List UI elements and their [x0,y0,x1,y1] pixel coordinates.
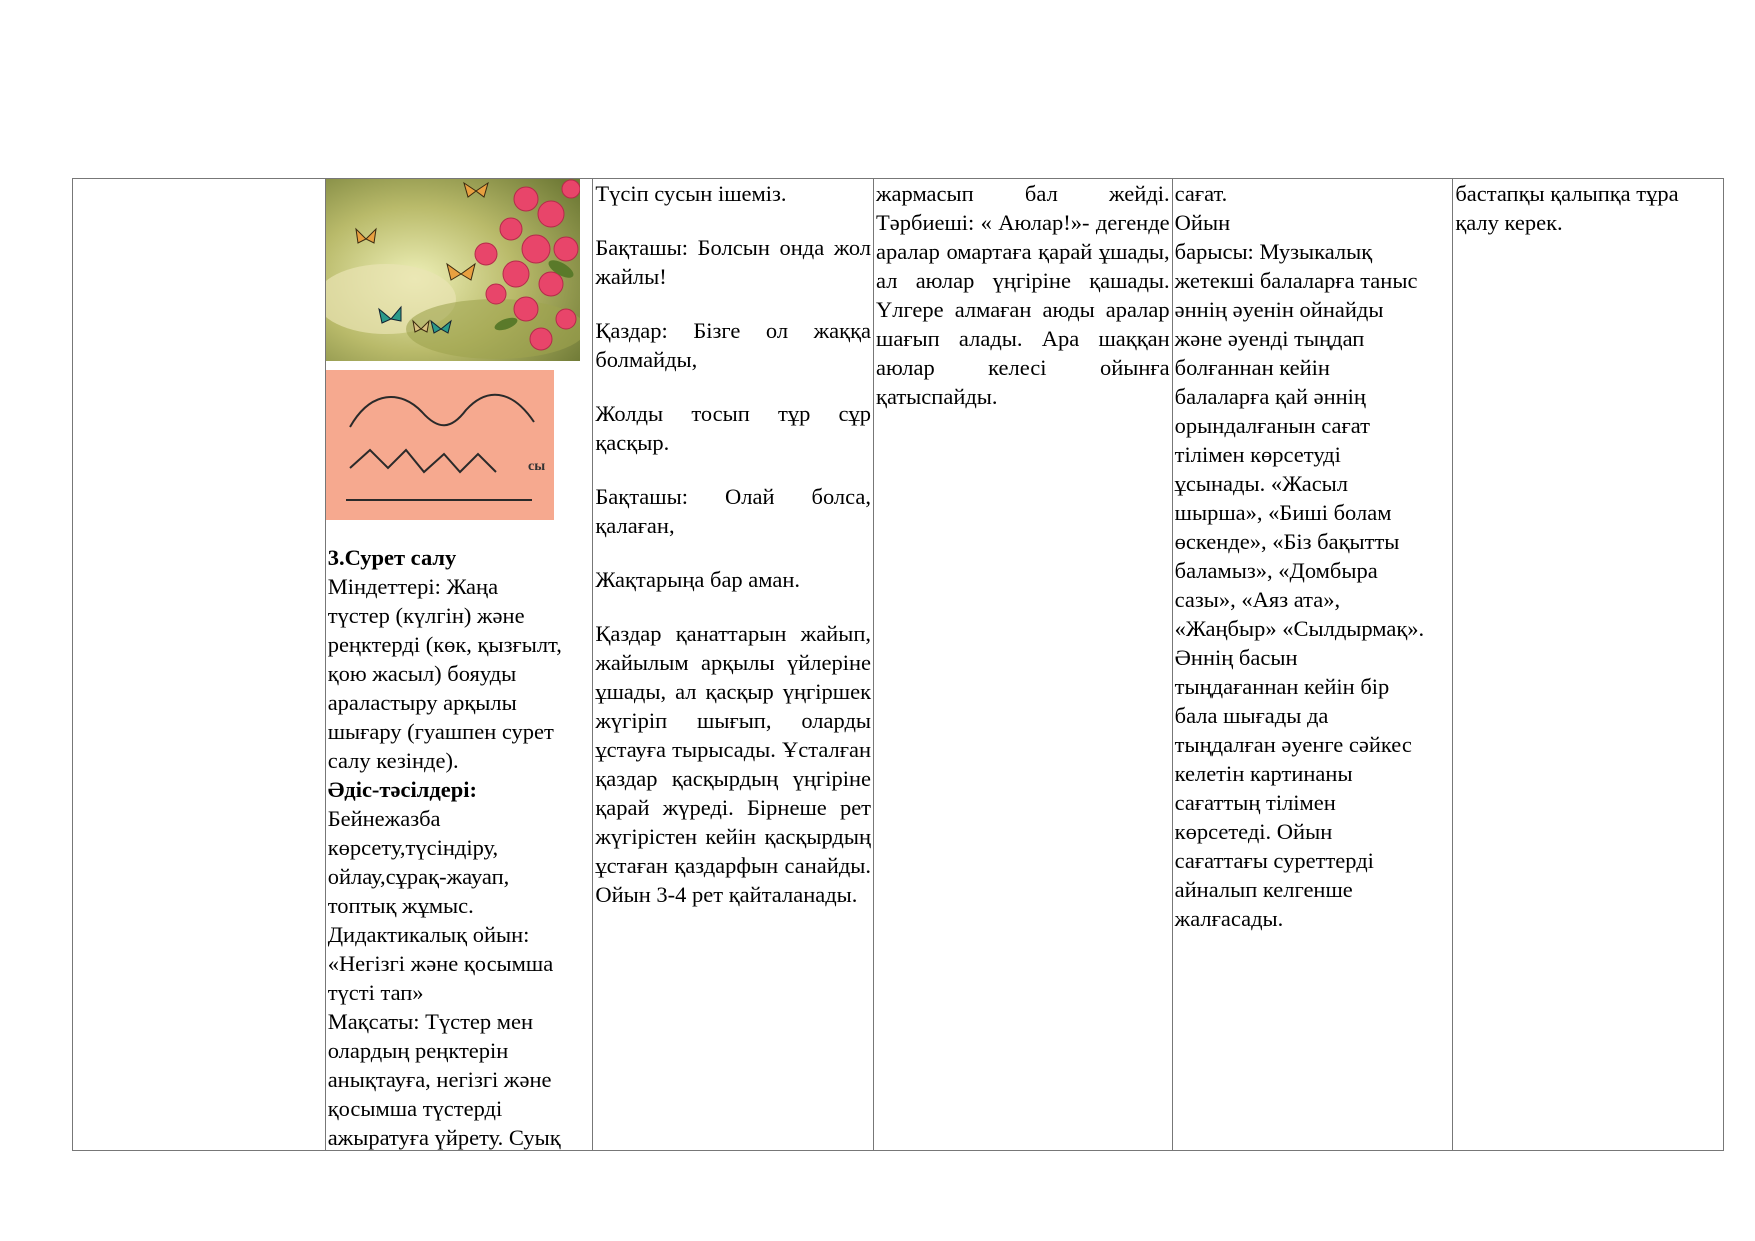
text-line: орындалғанын сағат [1174,413,1370,438]
drawing-lesson-text [326,543,594,1150]
text-line: түстер (күлгін) және [327,603,525,628]
table-column-last [1453,179,1723,1150]
text-line: Міндеттері: Жаңа [327,574,499,599]
butterflies-flowers-image [326,179,580,361]
text-line: Дидактикалық ойын: [327,922,530,947]
text-line: ұсынады. «Жасыл [1174,471,1349,496]
text-line: сағат. [1174,181,1228,206]
text-line: өскенде», «Біз бақытты [1174,529,1400,554]
last-column-text [1453,179,1723,237]
text-line: көрсету,түсіндіру, [327,835,499,860]
table-column-geese-game [593,179,874,1150]
text-line: қалу керек. [1455,210,1563,235]
text-line: Ойын [1174,210,1231,235]
text-line: түсті тап» [327,980,424,1005]
text-line: баламыз», «Домбыра [1174,558,1378,583]
paragraph: Қаздар қанаттарын жайып, жайылым арқылы үйлеріне ұшады, ал қасқыр үңгіршек жүгіріп шығып, оларды ұстауға тырысады. Ұсталған қаздар қасқырдың үңгіріне қарай жүреді. Бірнеше рет жүгірістен кейін қасқырдың ұстаған қаздарфын санайды. Ойын 3-4 рет қайталанады. [595,621,872,907]
text-line: топтық жұмыс. [327,893,474,918]
text-line: «Негізгі және қосымша [327,951,554,976]
text-line: ажыратуға үйрету. Суық [327,1125,561,1150]
text-line: жетекші балаларға таныс [1174,268,1418,293]
text-line: Әннің басын [1174,645,1298,670]
methods-heading: Әдіс-тәсілдері: [327,777,477,802]
text-line: қосымша түстерді [327,1096,503,1121]
text-line: шығару (гуашпен сурет [327,719,554,744]
text-line: Бейнежазба [327,806,441,831]
text-line: олардың реңктерін [327,1038,509,1063]
text-line: тілімен көрсетуді [1174,442,1341,467]
text-line: жалғасады. [1174,906,1284,931]
text-line: ойлау,сұрақ-жауап, [327,864,510,889]
text-line: болғаннан кейін [1174,355,1330,380]
table-column-drawing [326,179,594,1150]
music-clock-game-text [1173,179,1453,933]
paragraph: Жолды тосып тұр сұр қасқыр. [595,401,872,455]
text-line: бала шығады да [1174,703,1329,728]
text-line: анықтауға, негізгі және [327,1067,552,1092]
table-column-bees-game [874,179,1173,1150]
paragraph: Жақтарыңа бар аман. [595,567,801,592]
text-line: тыңдалған әуенге сәйкес [1174,732,1412,757]
text-line: сағаттың тілімен [1174,790,1336,815]
text-line: келетін картинаны [1174,761,1353,786]
paragraph: Бақташы: Олай болса, қалаған, [595,484,872,538]
table-column-empty [73,179,326,1150]
geese-game-text [593,179,873,909]
text-line: балаларға қай әннің [1174,384,1366,409]
text-line: айналып келгенше [1174,877,1353,902]
text-line: көрсетеді. Ойын [1174,819,1333,844]
text-line: сағаттағы суреттерді [1174,848,1374,873]
text-line: қою жасыл) бояуды [327,661,517,686]
image-fragment-text: сы [527,459,545,474]
paragraph: Түсіп сусын ішеміз. [595,181,787,206]
paragraph: Қаздар: Бізге ол жаққа болмайды, [595,318,872,372]
line-patterns-image [326,370,554,520]
text-line: араластыру арқылы [327,690,517,715]
lesson-table [72,178,1724,1151]
text-line: сазы», «Аяз ата», [1174,587,1341,612]
text-line: және әуенді тыңдап [1174,326,1365,351]
bees-game-text: жармасып бал жейді. Тәрбиеші: « Аюлар!»- дегенде аралар омартаға қарай ұшады, ал аюлар үңгіріне қашады. Үлгере алмаған аюды аралар шағып алады. Ара шаққан аюлар келесі ойынға қатыспайды. [876,181,1170,409]
text-line: «Жаңбыр» «Сылдырмақ». [1174,616,1425,641]
text-line: Мақсаты: Түстер мен [327,1009,534,1034]
section-heading: 3.Сурет салу [327,545,457,570]
text-line: әннің әуенін ойнайды [1174,297,1384,322]
paragraph: Бақташы: Болсын онда жол жайлы! [595,235,872,289]
text-line: шырша», «Биші болам [1174,500,1392,525]
text-line: реңктерді (көк, қызғылт, [327,632,562,657]
text-line: барысы: Музыкалық [1174,239,1373,264]
text-line: салу кезінде). [327,748,459,773]
text-line: бастапқы қалыпқа тұра [1455,181,1679,206]
table-column-music-clock-game [1173,179,1454,1150]
text-line: тыңдағаннан кейін бір [1174,674,1390,699]
